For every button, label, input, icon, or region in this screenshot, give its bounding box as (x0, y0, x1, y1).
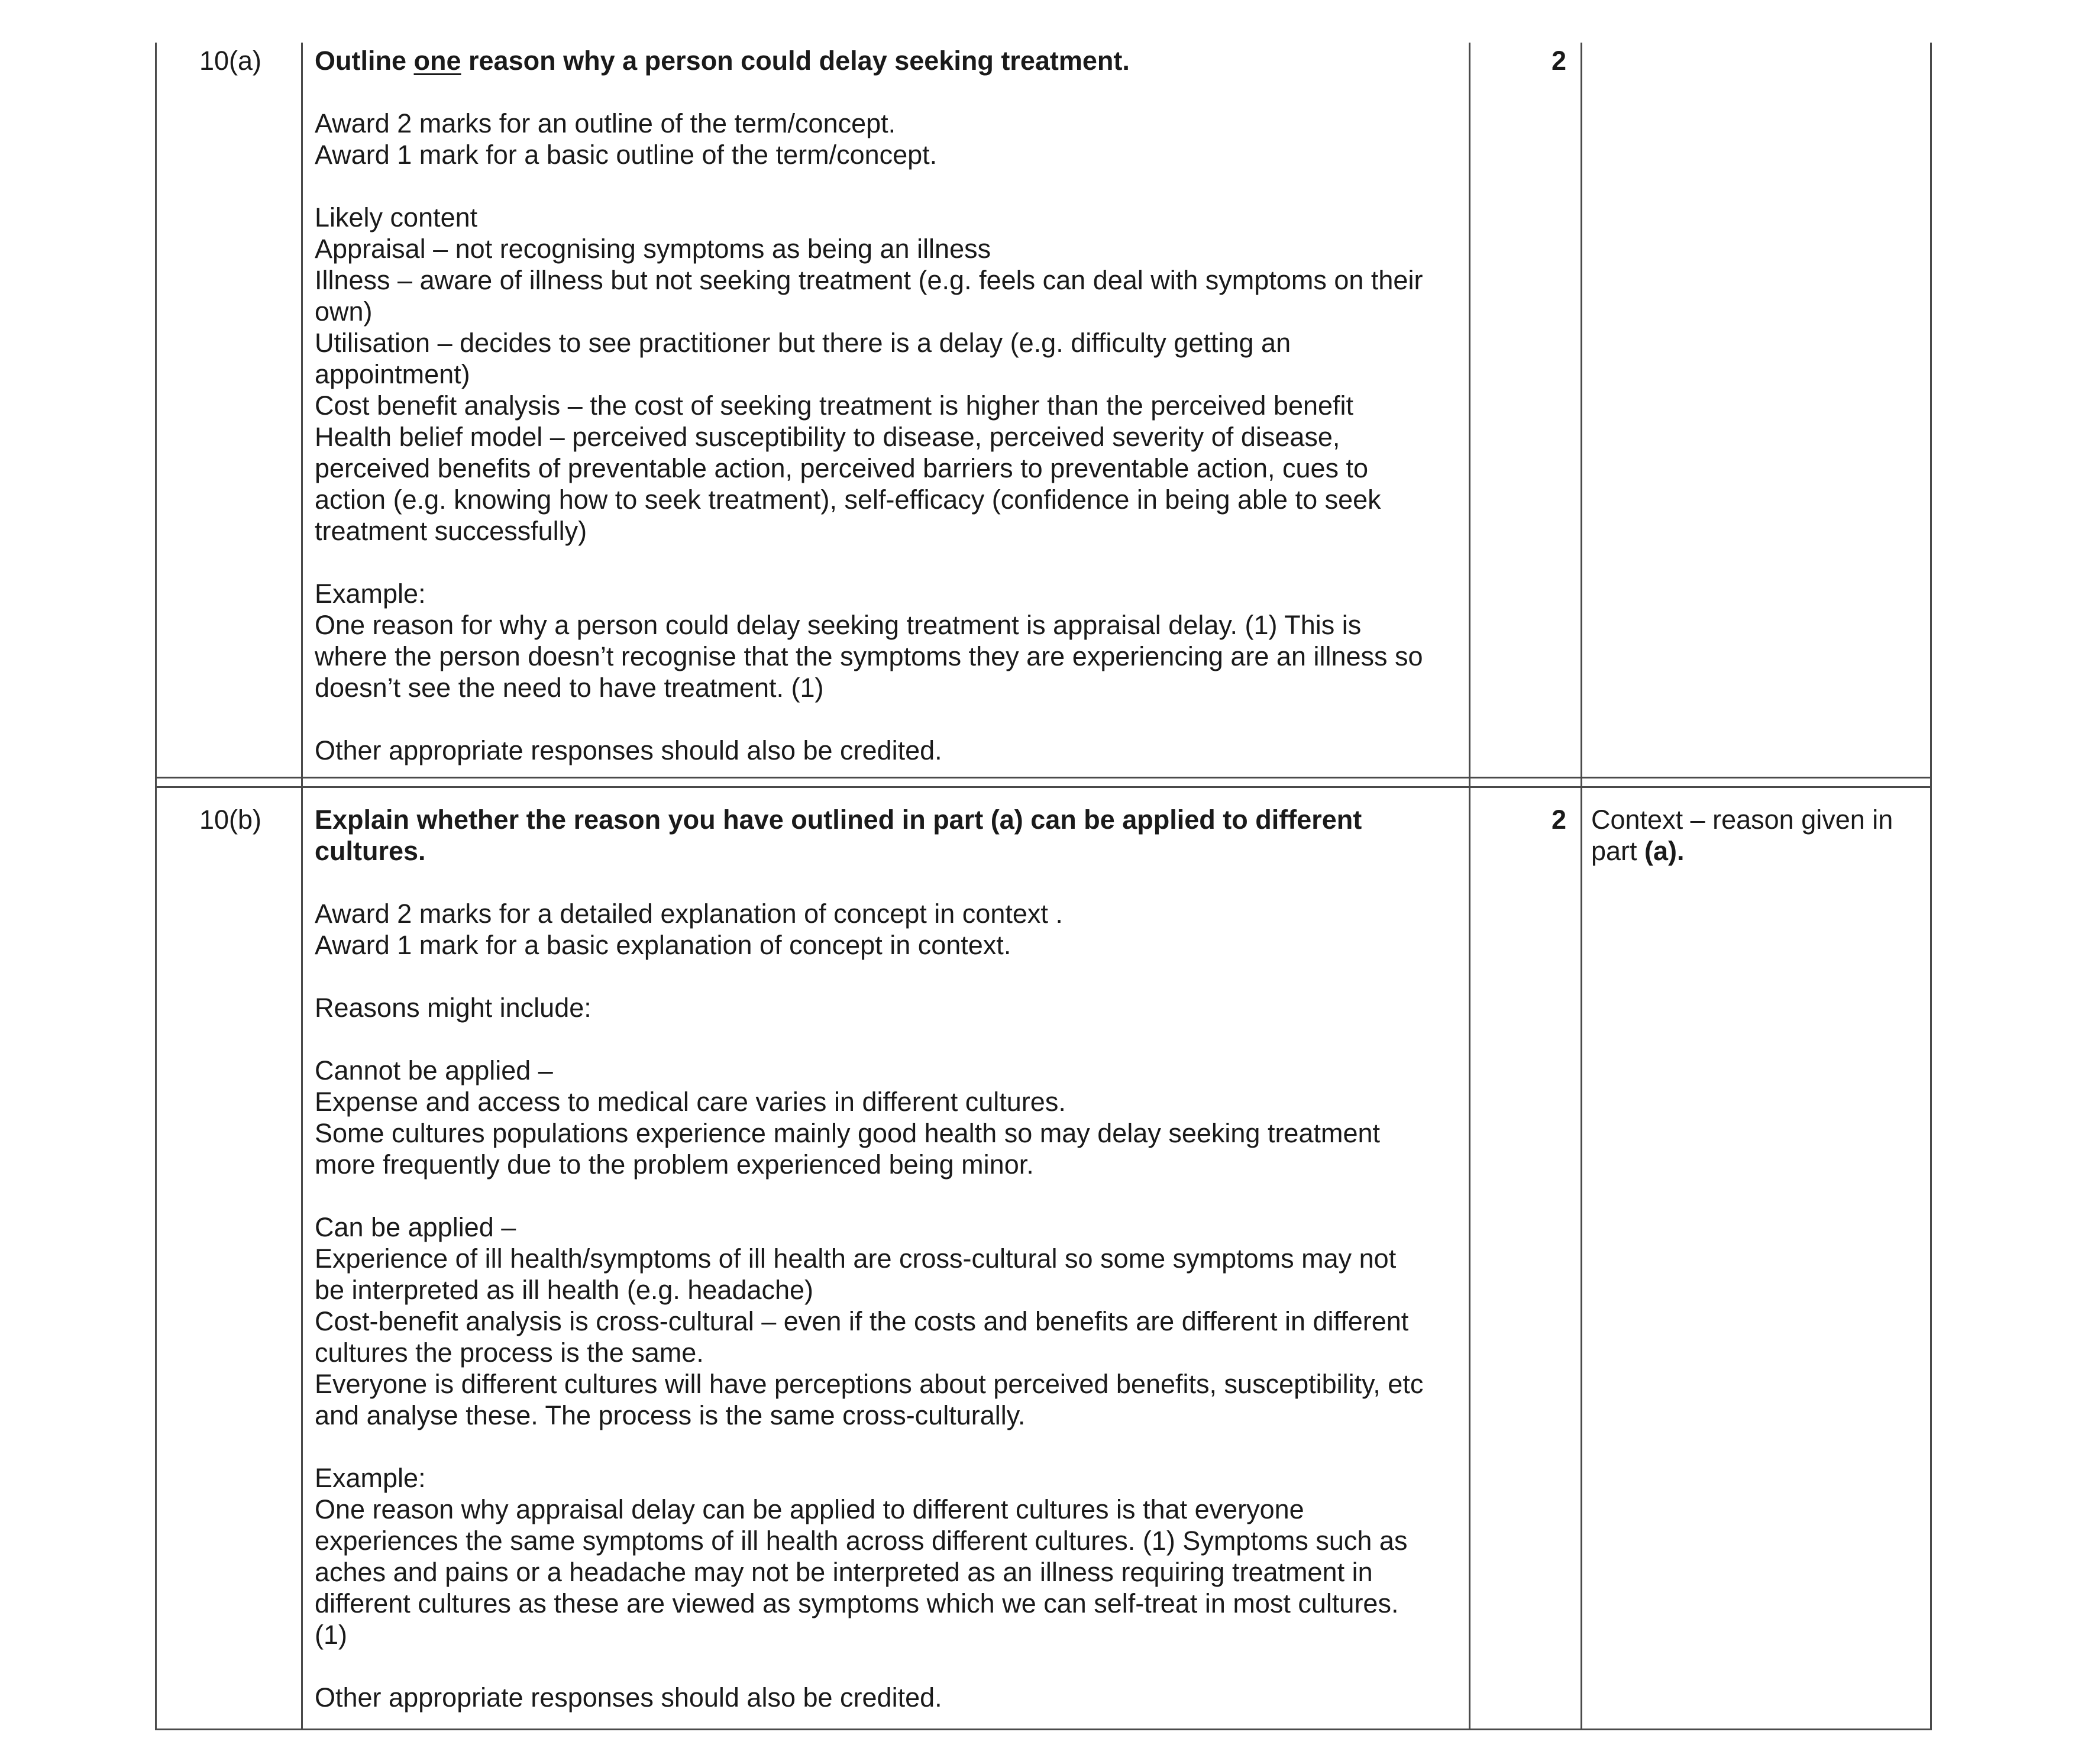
underlined-word: one (413, 46, 461, 76)
question-title: Explain whether the reason you have outlined in part (a) can be applied to different cultures. (315, 805, 1362, 866)
award-criteria: Award 2 marks for an outline of the term/concept. Award 1 mark for a basic outline of the term/concept. (315, 108, 938, 170)
guidance-text: Context – reason given in (1591, 805, 1893, 835)
question-number: 10(b) (199, 805, 261, 835)
guidance-text: part (a). (1591, 836, 1685, 866)
cannot-be-applied: Cannot be applied – Expense and access to medical care varies in different cultures. Some cultures populations experience mainly good health so may delay seeking treatment more frequently due to the problem experienced being minor. (315, 1055, 1381, 1180)
example-answer: Example: One reason for why a person could delay seeking treatment is appraisal delay. (1) This is where the person doesn’t recognise that the symptoms they are experiencing are an illness so doesn’t see the need to have treatment. (1) (315, 579, 1423, 703)
table-border-left (155, 43, 157, 1730)
other-responses-note: Other appropriate responses should also be credited. (315, 735, 942, 765)
table-border-bottom (155, 1729, 1932, 1730)
marks-value: 2 (1551, 46, 1566, 76)
example-answer: Example: One reason why appraisal delay can be applied to different cultures is that everyone experiences the same symptoms of ill health across different cultures. (1) Symptoms such as aches and pains or a headache may not be interpreted as an illness requiring treatment in different cultures as these are viewed as symptoms which we can self-treat in most cultures. (1) (315, 1463, 1408, 1650)
marks-value: 2 (1551, 805, 1566, 835)
award-criteria: Award 2 marks for a detailed explanation of concept in context . Award 1 mark for a basic explanation of concept in context. (315, 899, 1063, 960)
question-content (315, 45, 1462, 766)
column-divider-2 (1469, 43, 1470, 1730)
column-divider-3 (1581, 43, 1582, 1730)
can-be-applied: Can be applied – Experience of ill health/symptoms of ill health are cross-cultural so some symptoms may not be interpreted as ill health (e.g. headache) Cost-benefit analysis is cross-cultural – even if the costs and benefits are different in different cultures the process is the same. Everyone is different cultures will have perceptions about perceived benefits, susceptibility, etc and analyse these. The process is the same cross-culturally. (315, 1212, 1424, 1430)
question-number: 10(a) (199, 46, 261, 76)
question-content (315, 804, 1462, 1713)
row-separator-bottom (155, 786, 1932, 788)
question-title: Outline one reason why a person could delay seeking treatment. (315, 46, 1130, 76)
column-divider-1 (301, 43, 303, 1730)
table-border-right (1930, 43, 1932, 1730)
reasons-heading: Reasons might include: (315, 993, 592, 1023)
row-separator-top (155, 777, 1932, 778)
likely-content: Likely content Appraisal – not recognising symptoms as being an illness Illness – aware of illness but not seeking treatment (e.g. feels can deal with symptoms on their own) Utilisation – decides to see practitioner but there is a delay (e.g. difficulty getting an appointment) Cost benefit analysis – the cost of seeking treatment is higher than the perceived benefit Health belief model – perceived susceptibility to disease, perceived severity of disease, perceived benefits of preventable action, perceived barriers to preventable action, cues to action (e.g. knowing how to seek treatment), self-efficacy (confidence in being able to seek treatment successfully) (315, 202, 1423, 546)
guidance-cell (1591, 804, 1922, 867)
other-responses-note: Other appropriate responses should also be credited. (315, 1682, 942, 1713)
